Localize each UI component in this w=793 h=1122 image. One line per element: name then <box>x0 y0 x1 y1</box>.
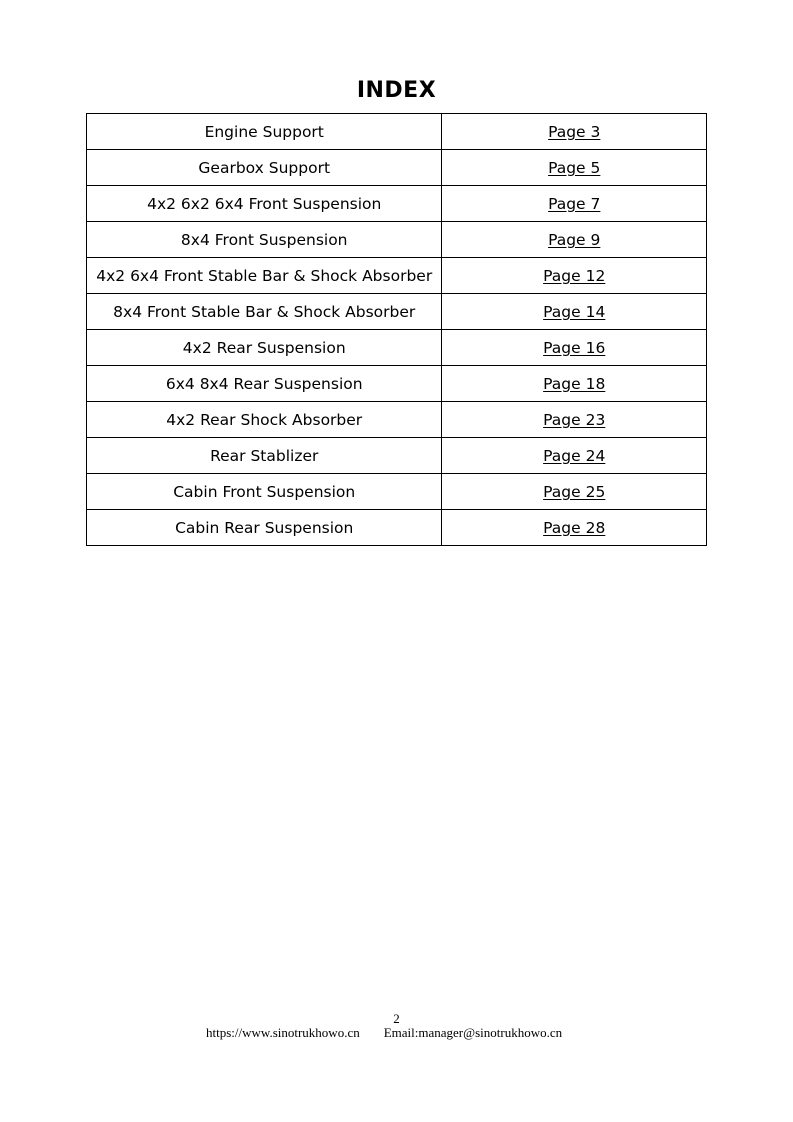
page-cell <box>442 330 707 366</box>
page-link[interactable]: Page 25 <box>543 482 606 501</box>
table-row <box>87 438 707 474</box>
topic-cell: 6x4 8x4 Rear Suspension <box>87 366 442 402</box>
page-number: 2 <box>393 1011 400 1026</box>
page-cell <box>442 294 707 330</box>
page-cell <box>442 114 707 150</box>
page-cell <box>442 474 707 510</box>
table-row <box>87 510 707 546</box>
page-link[interactable]: Page 14 <box>543 302 606 321</box>
index-table <box>86 113 707 546</box>
page-link[interactable]: Page 16 <box>543 338 606 357</box>
table-row <box>87 402 707 438</box>
table-row <box>87 474 707 510</box>
page-link[interactable]: Page 24 <box>543 446 606 465</box>
table-row <box>87 150 707 186</box>
page-cell <box>442 186 707 222</box>
table-row <box>87 258 707 294</box>
table-row <box>87 186 707 222</box>
topic-cell: Cabin Rear Suspension <box>87 510 442 546</box>
page-link[interactable]: Page 7 <box>548 194 601 213</box>
page-link[interactable]: Page 9 <box>548 230 601 249</box>
page-cell <box>442 150 707 186</box>
page-link[interactable]: Page 12 <box>543 266 606 285</box>
topic-cell: Engine Support <box>87 114 442 150</box>
page-cell <box>442 258 707 294</box>
topic-cell: Rear Stablizer <box>87 438 442 474</box>
footer-website: https://www.sinotrukhowo.cn <box>206 1025 360 1040</box>
topic-cell: 4x2 6x4 Front Stable Bar & Shock Absorber <box>87 258 442 294</box>
topic-cell: 8x4 Front Suspension <box>87 222 442 258</box>
table-row <box>87 366 707 402</box>
topic-cell: Cabin Front Suspension <box>87 474 442 510</box>
table-row <box>87 294 707 330</box>
topic-cell: 4x2 6x2 6x4 Front Suspension <box>87 186 442 222</box>
page-cell <box>442 402 707 438</box>
page-cell <box>442 366 707 402</box>
page-link[interactable]: Page 18 <box>543 374 606 393</box>
page-cell <box>442 438 707 474</box>
table-row <box>87 330 707 366</box>
table-row <box>87 222 707 258</box>
index-title: INDEX <box>356 78 437 103</box>
table-row <box>87 114 707 150</box>
topic-cell: 4x2 Rear Shock Absorber <box>87 402 442 438</box>
footer-email: Email:manager@sinotrukhowo.cn <box>383 1025 563 1040</box>
page-footer <box>206 1025 562 1041</box>
topic-cell: 8x4 Front Stable Bar & Shock Absorber <box>87 294 442 330</box>
page-link[interactable]: Page 5 <box>548 158 601 177</box>
page-link[interactable]: Page 23 <box>543 410 606 429</box>
page-link[interactable]: Page 28 <box>543 518 606 537</box>
topic-cell: Gearbox Support <box>87 150 442 186</box>
topic-cell: 4x2 Rear Suspension <box>87 330 442 366</box>
page-link[interactable]: Page 3 <box>548 122 601 141</box>
page-cell <box>442 510 707 546</box>
page-cell <box>442 222 707 258</box>
